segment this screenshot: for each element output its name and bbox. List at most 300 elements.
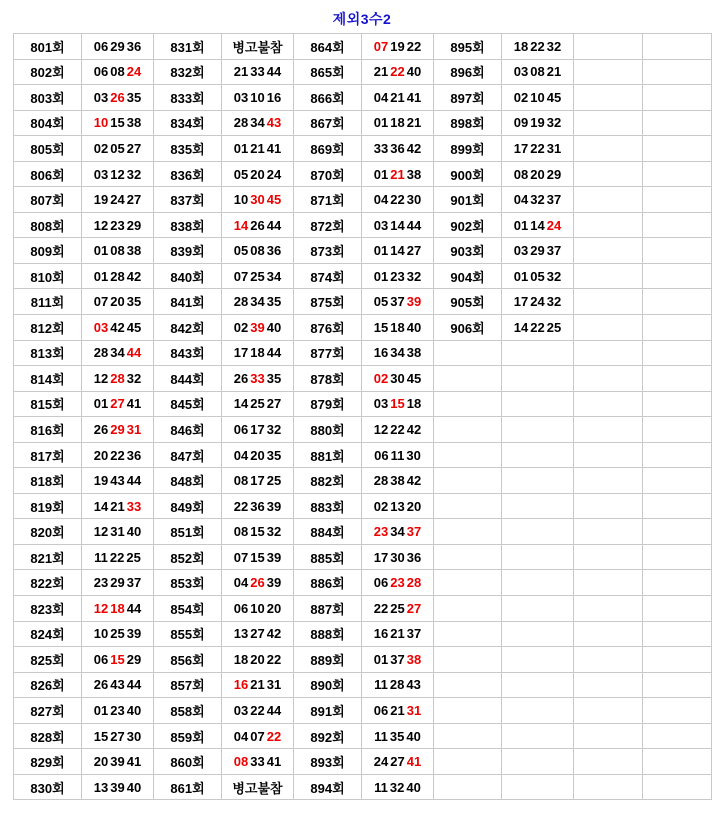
number: 11 — [94, 549, 108, 565]
number: 06 — [93, 651, 109, 667]
number: 23 — [390, 268, 405, 284]
numbers-cell — [82, 263, 154, 289]
round-cell: 906회 — [434, 315, 502, 341]
round-cell: 814회 — [14, 366, 82, 392]
round-cell: 853회 — [154, 570, 222, 596]
round-cell: 822회 — [14, 570, 82, 596]
number-red: 21 — [390, 166, 405, 182]
empty-cell — [574, 442, 643, 468]
number: 23 — [110, 702, 125, 718]
number: 24 — [110, 192, 125, 208]
empty-cell — [574, 723, 643, 749]
number: 33 — [373, 140, 389, 156]
numbers-cell — [222, 85, 294, 111]
number: 22 — [530, 319, 545, 335]
number-red: 39 — [406, 294, 422, 310]
number: 15 — [110, 115, 125, 131]
round-cell: 901회 — [434, 187, 502, 213]
number-red: 27 — [406, 600, 422, 616]
number-red: 14 — [233, 217, 249, 233]
numbers-cell — [222, 136, 294, 162]
empty-cell — [574, 468, 643, 494]
number: 18 — [390, 319, 405, 335]
number: 06 — [93, 64, 109, 80]
numbers-cell — [222, 187, 294, 213]
round-cell: 861회 — [154, 774, 222, 800]
number: 10 — [250, 600, 265, 616]
table-row — [14, 468, 712, 494]
round-cell: 838회 — [154, 212, 222, 238]
number-red: 31 — [406, 702, 422, 718]
number: 24 — [373, 754, 389, 770]
numbers-cell — [502, 570, 574, 596]
numbers-cell — [222, 34, 294, 60]
number: 10 — [233, 192, 249, 208]
number: 24 — [530, 294, 545, 310]
number: 40 — [406, 64, 422, 80]
numbers-cell — [82, 340, 154, 366]
number: 22 — [373, 600, 389, 616]
numbers-cell — [362, 570, 434, 596]
number: 03 — [373, 217, 389, 233]
number: 27 — [126, 140, 142, 156]
number: 08 — [250, 243, 265, 259]
table-row — [14, 621, 712, 647]
number: 45 — [126, 319, 142, 335]
number: 37 — [546, 192, 562, 208]
round-cell: 836회 — [154, 161, 222, 187]
round-cell — [434, 468, 502, 494]
round-cell: 815회 — [14, 391, 82, 417]
table-row — [14, 519, 712, 545]
round-cell: 870회 — [294, 161, 362, 187]
round-cell: 801회 — [14, 34, 82, 60]
numbers-cell — [502, 366, 574, 392]
number: 01 — [93, 702, 109, 718]
number-red: 28 — [110, 370, 125, 386]
number-red: 02 — [373, 370, 389, 386]
number-red: 07 — [373, 38, 389, 54]
numbers-cell — [82, 774, 154, 800]
number: 02 — [233, 319, 249, 335]
number: 21 — [406, 115, 422, 131]
empty-cell — [574, 340, 643, 366]
numbers-cell — [502, 417, 574, 443]
number: 03 — [513, 64, 529, 80]
number: 19 — [390, 38, 405, 54]
table-row — [14, 544, 712, 570]
numbers-cell — [362, 85, 434, 111]
numbers-cell — [362, 749, 434, 775]
round-cell: 896회 — [434, 59, 502, 85]
round-cell: 875회 — [294, 289, 362, 315]
number: 06 — [373, 575, 389, 591]
round-cell: 904회 — [434, 263, 502, 289]
number: 37 — [126, 575, 142, 591]
number: 42 — [406, 421, 422, 437]
empty-cell — [574, 672, 643, 698]
round-cell: 884회 — [294, 519, 362, 545]
number: 01 — [513, 268, 529, 284]
round-cell — [434, 340, 502, 366]
number: 22 — [250, 702, 265, 718]
numbers-cell — [362, 238, 434, 264]
numbers-cell — [502, 468, 574, 494]
number: 41 — [406, 89, 422, 105]
numbers-cell — [82, 366, 154, 392]
round-cell: 842회 — [154, 315, 222, 341]
numbers-cell — [82, 187, 154, 213]
round-cell: 823회 — [14, 596, 82, 622]
number: 22 — [390, 192, 405, 208]
number: 17 — [250, 473, 265, 489]
number: 22 — [406, 38, 422, 54]
empty-cell — [574, 749, 643, 775]
empty-cell — [574, 544, 643, 570]
numbers-cell — [82, 468, 154, 494]
table-row — [14, 238, 712, 264]
number: 19 — [93, 192, 109, 208]
empty-cell — [643, 468, 712, 494]
table-row — [14, 596, 712, 622]
round-cell: 831회 — [154, 34, 222, 60]
round-cell: 849회 — [154, 493, 222, 519]
numbers-cell — [362, 340, 434, 366]
number: 29 — [126, 651, 142, 667]
number-red: 24 — [546, 217, 562, 233]
numbers-cell — [82, 212, 154, 238]
round-cell: 881회 — [294, 442, 362, 468]
number: 15 — [250, 549, 265, 565]
round-cell: 827회 — [14, 698, 82, 724]
number: 40 — [406, 779, 421, 795]
numbers-cell — [362, 391, 434, 417]
table-row — [14, 774, 712, 800]
number: 04 — [233, 447, 249, 463]
round-cell: 865회 — [294, 59, 362, 85]
numbers-cell — [222, 570, 294, 596]
empty-cell — [574, 34, 643, 60]
empty-cell — [643, 698, 712, 724]
number-red: 44 — [126, 345, 142, 361]
number: 08 — [233, 473, 249, 489]
empty-cell — [643, 417, 712, 443]
numbers-cell — [502, 672, 574, 698]
numbers-cell — [222, 698, 294, 724]
empty-cell — [643, 570, 712, 596]
table-row — [14, 493, 712, 519]
number: 17 — [513, 140, 529, 156]
number: 14 — [390, 243, 405, 259]
number: 02 — [373, 498, 389, 514]
number: 14 — [233, 396, 249, 412]
number: 06 — [233, 600, 249, 616]
number: 09 — [513, 115, 529, 131]
round-cell: 818회 — [14, 468, 82, 494]
number: 37 — [390, 651, 405, 667]
round-cell: 813회 — [14, 340, 82, 366]
number: 15 — [93, 728, 109, 744]
empty-cell — [643, 519, 712, 545]
number: 25 — [126, 549, 141, 565]
number: 28 — [110, 268, 125, 284]
number: 08 — [233, 524, 249, 540]
numbers-cell — [502, 340, 574, 366]
number: 11 — [374, 677, 388, 693]
number: 38 — [126, 243, 142, 259]
number: 03 — [93, 166, 109, 182]
number-red: 03 — [93, 319, 109, 335]
round-cell: 841회 — [154, 289, 222, 315]
round-cell: 871회 — [294, 187, 362, 213]
numbers-cell — [222, 391, 294, 417]
round-cell: 893회 — [294, 749, 362, 775]
numbers-cell — [82, 698, 154, 724]
number: 17 — [250, 421, 265, 437]
number: 01 — [373, 243, 389, 259]
number-red: 12 — [93, 600, 109, 616]
number: 41 — [266, 754, 282, 770]
number: 08 — [530, 64, 545, 80]
round-cell — [434, 493, 502, 519]
table-row — [14, 187, 712, 213]
empty-cell — [643, 391, 712, 417]
numbers-cell — [82, 621, 154, 647]
number: 06 — [373, 702, 389, 718]
number: 38 — [126, 115, 142, 131]
number: 27 — [390, 754, 405, 770]
table-row — [14, 647, 712, 673]
number: 42 — [266, 626, 282, 642]
numbers-cell — [502, 647, 574, 673]
round-cell — [434, 417, 502, 443]
round-cell: 851회 — [154, 519, 222, 545]
round-cell: 877회 — [294, 340, 362, 366]
numbers-cell — [362, 493, 434, 519]
number: 35 — [126, 294, 142, 310]
round-cell: 844회 — [154, 366, 222, 392]
round-cell: 847회 — [154, 442, 222, 468]
numbers-cell — [502, 136, 574, 162]
number-red: 16 — [233, 677, 249, 693]
number: 18 — [390, 115, 405, 131]
number: 27 — [266, 396, 282, 412]
number: 22 — [530, 140, 545, 156]
number: 32 — [546, 268, 562, 284]
empty-cell — [574, 493, 643, 519]
number: 19 — [93, 473, 109, 489]
number: 44 — [266, 702, 282, 718]
table-row — [14, 391, 712, 417]
number-red: 30 — [250, 192, 265, 208]
numbers-cell — [222, 417, 294, 443]
number: 12 — [93, 217, 109, 233]
number: 병고불참 — [232, 780, 283, 796]
number: 27 — [406, 243, 422, 259]
round-cell: 890회 — [294, 672, 362, 698]
number: 01 — [93, 243, 109, 259]
round-cell — [434, 596, 502, 622]
numbers-cell — [222, 468, 294, 494]
number: 30 — [406, 192, 422, 208]
number: 25 — [390, 600, 405, 616]
numbers-cell — [82, 493, 154, 519]
round-cell: 874회 — [294, 263, 362, 289]
number: 44 — [266, 64, 282, 80]
number: 24 — [266, 166, 282, 182]
number: 38 — [390, 473, 405, 489]
round-cell: 812회 — [14, 315, 82, 341]
number: 44 — [126, 473, 142, 489]
number: 40 — [126, 779, 142, 795]
numbers-cell — [222, 774, 294, 800]
number: 32 — [546, 115, 562, 131]
numbers-cell — [82, 723, 154, 749]
number: 29 — [110, 575, 125, 591]
table-row — [14, 698, 712, 724]
number: 26 — [93, 677, 109, 693]
numbers-cell — [222, 544, 294, 570]
round-cell: 852회 — [154, 544, 222, 570]
empty-cell — [643, 110, 712, 136]
numbers-cell — [502, 238, 574, 264]
number: 41 — [126, 396, 142, 412]
round-cell: 857회 — [154, 672, 222, 698]
round-cell: 878회 — [294, 366, 362, 392]
round-cell: 866회 — [294, 85, 362, 111]
number: 18 — [406, 396, 422, 412]
numbers-cell — [222, 723, 294, 749]
number: 06 — [233, 421, 249, 437]
number: 01 — [93, 268, 109, 284]
round-cell: 845회 — [154, 391, 222, 417]
round-cell: 839회 — [154, 238, 222, 264]
round-cell: 895회 — [434, 34, 502, 60]
number: 01 — [373, 166, 389, 182]
round-cell: 894회 — [294, 774, 362, 800]
numbers-cell — [222, 647, 294, 673]
round-cell — [434, 366, 502, 392]
round-cell: 833회 — [154, 85, 222, 111]
numbers-cell — [502, 698, 574, 724]
number: 37 — [546, 243, 562, 259]
number: 33 — [250, 64, 265, 80]
number-red: 37 — [406, 524, 422, 540]
number: 42 — [126, 268, 142, 284]
number: 08 — [513, 166, 529, 182]
lotto-exclusion-table — [13, 33, 712, 800]
round-cell: 876회 — [294, 315, 362, 341]
number: 14 — [513, 319, 529, 335]
round-cell: 832회 — [154, 59, 222, 85]
number: 04 — [233, 575, 249, 591]
numbers-cell — [502, 263, 574, 289]
number: 28 — [373, 473, 389, 489]
number: 30 — [390, 549, 405, 565]
round-cell: 887회 — [294, 596, 362, 622]
number: 01 — [373, 268, 389, 284]
number: 21 — [390, 626, 405, 642]
number: 35 — [266, 294, 282, 310]
number: 40 — [126, 702, 142, 718]
number: 03 — [93, 89, 109, 105]
round-cell: 843회 — [154, 340, 222, 366]
numbers-cell — [362, 468, 434, 494]
number: 41 — [266, 140, 282, 156]
numbers-cell — [82, 59, 154, 85]
number: 44 — [126, 677, 142, 693]
numbers-cell — [222, 596, 294, 622]
numbers-cell — [222, 289, 294, 315]
numbers-cell — [502, 519, 574, 545]
round-cell: 898회 — [434, 110, 502, 136]
number: 38 — [406, 166, 422, 182]
number-red: 15 — [110, 651, 125, 667]
numbers-cell — [222, 315, 294, 341]
numbers-cell — [82, 749, 154, 775]
number: 43 — [110, 473, 125, 489]
number: 36 — [406, 549, 422, 565]
number: 01 — [233, 140, 249, 156]
number: 12 — [93, 370, 109, 386]
numbers-cell — [502, 59, 574, 85]
numbers-cell — [362, 698, 434, 724]
table-row — [14, 570, 712, 596]
round-cell — [434, 391, 502, 417]
empty-cell — [574, 85, 643, 111]
number: 29 — [110, 38, 125, 54]
empty-cell — [574, 570, 643, 596]
number: 44 — [266, 217, 282, 233]
number: 16 — [373, 626, 389, 642]
round-cell: 846회 — [154, 417, 222, 443]
number: 04 — [233, 728, 249, 744]
numbers-cell — [222, 212, 294, 238]
round-cell — [434, 570, 502, 596]
number-red: 28 — [406, 575, 422, 591]
empty-cell — [643, 85, 712, 111]
numbers-cell — [362, 212, 434, 238]
number: 36 — [266, 243, 282, 259]
round-cell — [434, 519, 502, 545]
number: 04 — [373, 192, 389, 208]
numbers-cell — [502, 187, 574, 213]
empty-cell — [574, 315, 643, 341]
number: 21 — [250, 140, 265, 156]
number: 11 — [374, 728, 388, 744]
number: 22 — [109, 549, 125, 565]
number: 32 — [126, 370, 142, 386]
round-cell: 810회 — [14, 263, 82, 289]
table-row — [14, 34, 712, 60]
number: 31 — [110, 524, 125, 540]
empty-cell — [643, 136, 712, 162]
round-cell: 821회 — [14, 544, 82, 570]
empty-cell — [643, 672, 712, 698]
number: 병고불참 — [232, 39, 283, 55]
empty-cell — [643, 596, 712, 622]
numbers-cell — [502, 723, 574, 749]
round-cell: 848회 — [154, 468, 222, 494]
empty-cell — [643, 340, 712, 366]
number: 30 — [390, 370, 405, 386]
number: 22 — [233, 498, 249, 514]
numbers-cell — [222, 493, 294, 519]
empty-cell — [574, 366, 643, 392]
number: 36 — [250, 498, 265, 514]
table-row — [14, 59, 712, 85]
number: 39 — [266, 498, 282, 514]
